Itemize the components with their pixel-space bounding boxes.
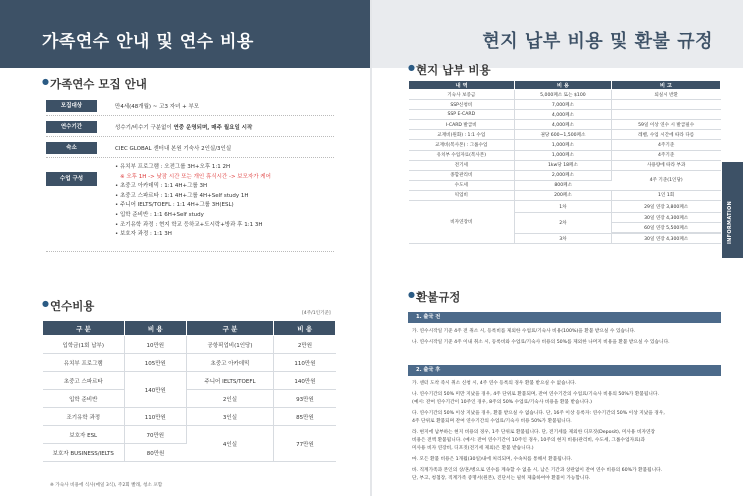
table-row: I-CARD 발급비 4,000페소 59일 이상 연수 시 발급필수 bbox=[409, 120, 721, 130]
dot-icon: ● bbox=[408, 63, 415, 72]
fees-heading: ●현지 납부 비용 bbox=[408, 63, 491, 77]
right-header bbox=[372, 0, 743, 68]
table-row: 60일 연장 5,500페소 bbox=[409, 223, 721, 233]
table-row: 보호자 ESL 70만원 4인실 77만원 bbox=[43, 426, 336, 444]
table-row: 교재비(원화) : 1:1 수업 권당 600~1,500페소 레벨, 수업 시간에 따라 다름 bbox=[409, 130, 721, 140]
refund-after-bar: 2. 출국 후 bbox=[408, 365, 721, 376]
right-page-title: 현지 납부 비용 및 환불 규정 bbox=[482, 31, 713, 52]
table-row: 초중고 스파르타 140만원 주니어 IELTS/TOEFL 140만원 bbox=[43, 372, 336, 390]
table-row: 수도세 800페소 bbox=[409, 180, 721, 190]
cost-table: 구 분 비 용 구 분 비 용 입학금(1회 납부) 10만원 공항픽업비(1인당) 2만원 유치부 프로그램 105만원 초중고 아카데믹 110만원 초중고 스파르타 140만원 주니어 IELTS/TOEFL 140만원 입학 준비반 2인실 93만원 조기유학 과정 110만원 3인실 85만원 보호자 ESL 70만원 4인실 77만원 보호자 BUSINESS/IELTS 80만원 bbox=[42, 320, 336, 462]
recruit-heading: ●가족연수 모집 안내 bbox=[42, 77, 147, 91]
dot-icon: ● bbox=[42, 299, 49, 308]
table-row: 보호자 BUSINESS/IELTS 80만원 bbox=[43, 444, 336, 462]
table-row: SSP E-CARD 4,000페소 bbox=[409, 110, 721, 120]
table-row: 유치부 프로그램 105만원 초중고 아카데믹 110만원 bbox=[43, 354, 336, 372]
tag-classes: 수업 구성 bbox=[46, 172, 97, 186]
classes-list: • 유치부 프로그램 : 오전그룹 3H+오후 1:1 2H ※ 오후 1H -> 낮잠 시간 또는 개인 휴식시간 -> 보모자가 케어 • 초중고 아카데믹 : 1:1 4H+그룹 3H • 초중고 스파르타 : 1:1 4H+그룹 4H+Self study 1H • 주니어 IELTS/TOEFL : 1:1 4H+그룹 3H(ESL) • 입학 준비반 : 1:1 6H+Self study • 조기유학 과정 : 현지 학교 등하교+도시락+방과 후 1:1 3H • 보호자 과정 : 1:1 3H bbox=[115, 164, 271, 238]
refund-after-text: 가. 센터 도착 즉시 취소 신청 시, 4주 연수 등록의 경우 환불 받으실 수 없습니다. 나. 연수기간의 50% 미만 지났을 경우, 4주 단위로 환불되며, 잔여 연수기간의 수업료/기숙사 비용의 50%가 환불됩니다. (예시: 잔여 연수기간이 10주인 경우, 8주의 50% 수업료/기숙사 비용을 환불 받습니다.) 다. 연수기간의 50% 이상 지났을 경우, 환불 받으실 수 없습니다. 단, 16주 이상 등록자: 연수기간의 50% 이상 지났을 경우, 4주 단위로 환불되며 잔여 연수기간의 수업료/기숙사 비용 50%가 환불됩니다. 라. 현지에 납부하는 현지 비용의 경우, 1주 단위로 환불됩니다. 단, 전기세를 제외한 디포짓(Deposit), 미사용 비자연장 비용은 전액 환불됩니다. (예시: 잔여 연수기간이 10주인 경우, 10주의 현지 비용(관리비, 수도세, 그룹수업자료)과 미사용 비자 연장비, 디포짓(전기세 제외)은 환불 받습니다.) 마. 모든 환불 비용은 1개월(30일)내에 처리되며, 수속처를 통해서 환불됩니다. 바. 직계가족과 본인의 상/혼/병으로 연수를 계속할 수 없을 시, 남은 기간과 상관없이 잔여 연수 비용의 60%가 환불됩니다. 단, 부고, 청첩장, 직계가족 증명서(원본), 진단서는 필히 제출하여야 환불이 가능합니다. bbox=[412, 381, 665, 481]
dot-icon: ● bbox=[42, 77, 49, 86]
table-row: 유치부 수업자료(복사본) 1,000페소 4주기준 bbox=[409, 150, 721, 160]
cost-heading: ●연수비용 bbox=[42, 299, 95, 313]
table-row: 조기유학 과정 110만원 3인실 85만원 bbox=[43, 408, 336, 426]
divider bbox=[46, 136, 334, 137]
table-row: 종합관리비 2,000페소 4주 기준(1인당) bbox=[409, 170, 721, 180]
table-row: 비자연장비 1차 29일 연장 3,800페소 bbox=[409, 201, 721, 213]
lodging-value: CIEC GLOBAL 센터내 본원 기숙사 2인실/3인실 bbox=[115, 146, 232, 152]
table-row: 입학 준비반 2인실 93만원 bbox=[43, 390, 336, 408]
cost-note: ※ 가숙사 비용에 식사(매일 3식), 주2회 빨래, 청소 포함 bbox=[50, 483, 163, 488]
table-row: 3차 30일 연장 4,300페소 bbox=[409, 234, 721, 244]
fees-table: 내 역 비 용 비 고 기숙사 보증금 5,000페소 또는 $100 퇴실시 반환 SSP신청비 7,000페소 SSP E-CARD 4,000페소 I-CARD 발급비 4,000페소 59일 이상 연수 시 발급필수 교재비(원화) : 1:1 수업 권당 600~1,500페소 레벨, 수업 시간에 따라 다름 교재비(복사본) : 그룹수업 1,000페소 4주기준 유치부 수업자료(복사본) 1,000페소 4주기준 전기세 1kw당 18페소 사용량에 따라 부과 종합관리비 2,000페소 4주 기준(1인당) 수도세 800페소 픽업비 200페소 1인 1회 비자연장비 1차 29일 연장 3,800페소 2차 30일 연장 4,300페소 60일 연장 5,500페소 3차 30일 연장 4,300페소 bbox=[408, 80, 721, 244]
divider bbox=[46, 115, 334, 116]
refund-heading: ●환불규정 bbox=[408, 290, 461, 304]
table-row: SSP신청비 7,000페소 bbox=[409, 100, 721, 110]
left-page-title: 가족연수 안내 및 연수 비용 bbox=[42, 32, 254, 52]
left-header bbox=[0, 0, 371, 68]
target-value: 만4세(48개월) ~ 고3 자녀 + 부모 bbox=[115, 104, 200, 110]
tag-target: 모집대상 bbox=[46, 100, 97, 112]
tag-lodging: 숙소 bbox=[46, 142, 97, 154]
table-row: 픽업비 200페소 1인 1회 bbox=[409, 190, 721, 200]
divider bbox=[46, 251, 334, 252]
table-row: 2차 30일 연장 4,300페소 bbox=[409, 213, 721, 223]
dot-icon: ● bbox=[408, 290, 415, 299]
table-row: 입학금(1회 납부) 10만원 공항픽업비(1인당) 2만원 bbox=[43, 336, 336, 354]
table-row: 전기세 1kw당 18페소 사용량에 따라 부과 bbox=[409, 160, 721, 170]
refund-before-bar: 1. 출국 전 bbox=[408, 312, 721, 323]
information-side-tab[interactable]: INFORMATION bbox=[722, 162, 743, 258]
table-row: 기숙사 보증금 5,000페소 또는 $100 퇴실시 반환 bbox=[409, 90, 721, 100]
period-value: 성수기/비수기 구분없이 연중 운영되며, 매주 월요일 시작 bbox=[115, 125, 253, 131]
table-row: 교재비(복사본) : 그룹수업 1,000페소 4주기준 bbox=[409, 140, 721, 150]
cost-unit: [4주/1인기준] bbox=[302, 311, 331, 316]
refund-before-text: 가. 연수시작일 기준 4주 전 취소 시, 등록비를 제외한 수업료/기숙사 비용(100%)을 환불 받으실 수 있습니다. 나. 연수시작일 기준 4주 이내 취소 시, 등록비와 수업료/기숙사 비용의 50%를 제외한 나머지 비용을 환불 받으실 수 있습니다. bbox=[412, 329, 670, 345]
divider bbox=[46, 157, 334, 158]
tag-period: 연수기간 bbox=[46, 121, 97, 133]
